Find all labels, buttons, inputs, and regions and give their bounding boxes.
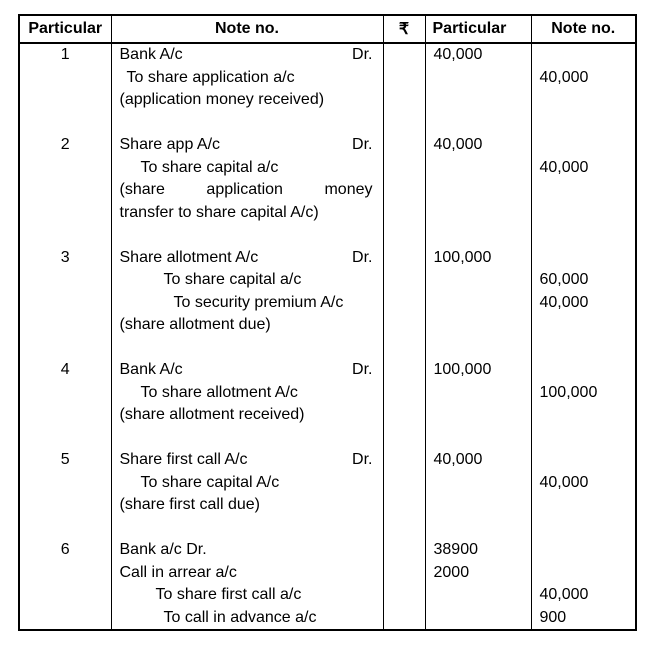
debit-amount: 38900 (425, 539, 531, 562)
journal-line (19, 562, 636, 585)
account-text: To share capital a/c (140, 158, 279, 176)
description-cell (111, 134, 383, 157)
description-cell (111, 517, 383, 540)
account-text: To share first call a/c (155, 586, 302, 603)
spacer-row (19, 112, 636, 135)
debit-amount (425, 89, 531, 112)
rupee-cell (383, 314, 425, 337)
header-particular-left: Particular (19, 15, 111, 43)
entry-serial: 2 (60, 136, 70, 153)
credit-amount (531, 539, 636, 562)
spacer-row (19, 337, 636, 360)
description-cell (111, 449, 383, 472)
entry-serial-cell (19, 427, 111, 450)
account-text: To share application a/c (126, 68, 295, 86)
credit-amount (531, 112, 636, 135)
journal-line (19, 247, 636, 270)
rupee-cell (383, 404, 425, 427)
entry-serial-cell (19, 202, 111, 225)
table-header (19, 15, 636, 43)
credit-amount: 40,000 (531, 472, 636, 495)
account-text: (share allotment due) (119, 316, 271, 333)
entry-serial-cell (19, 449, 111, 472)
description-cell (111, 539, 383, 562)
debit-amount (425, 517, 531, 540)
journal-line (19, 494, 636, 517)
debit-amount (425, 382, 531, 405)
debit-amount: 100,000 (425, 359, 531, 382)
credit-amount: 40,000 (531, 157, 636, 180)
entry-serial-cell (19, 404, 111, 427)
credit-amount: 40,000 (531, 67, 636, 90)
account-text: Bank a/c Dr. (119, 541, 207, 558)
credit-amount (531, 449, 636, 472)
journal-line (19, 607, 636, 631)
account-line (112, 44, 383, 67)
debit-amount: 40,000 (425, 43, 531, 67)
credit-amount: 60,000 (531, 269, 636, 292)
entry-serial-cell (19, 607, 111, 631)
rupee-cell (383, 134, 425, 157)
debit-amount (425, 584, 531, 607)
entry-serial-cell (19, 359, 111, 382)
credit-amount (531, 337, 636, 360)
journal-line (19, 157, 636, 180)
journal-line (19, 314, 636, 337)
entry-serial-cell (19, 179, 111, 202)
credit-amount (531, 89, 636, 112)
entry-serial-cell (19, 292, 111, 315)
entry-serial-cell (19, 314, 111, 337)
description-cell (111, 89, 383, 112)
header-note-no-left: Note no. (111, 15, 383, 43)
entry-serial: 3 (60, 248, 70, 266)
description-cell (111, 562, 383, 585)
journal-line (19, 43, 636, 67)
dr-label: Dr. (352, 248, 373, 266)
description-cell (111, 359, 383, 382)
entry-serial-cell (19, 562, 111, 585)
journal-line (19, 584, 636, 607)
account-text: To share capital A/c (140, 473, 280, 491)
rupee-cell (383, 427, 425, 450)
debit-amount (425, 269, 531, 292)
rupee-cell (383, 382, 425, 405)
credit-amount (531, 404, 636, 427)
journal-line (19, 539, 636, 562)
debit-amount (425, 404, 531, 427)
credit-amount (531, 43, 636, 67)
credit-amount: 100,000 (531, 382, 636, 405)
rupee-cell (383, 359, 425, 382)
credit-amount (531, 224, 636, 247)
entry-serial-cell (19, 112, 111, 135)
description-cell (111, 202, 383, 225)
entry-serial-cell (19, 337, 111, 360)
rupee-cell (383, 584, 425, 607)
credit-amount (531, 494, 636, 517)
rupee-cell (383, 292, 425, 315)
debit-amount (425, 202, 531, 225)
entry-serial-cell (19, 269, 111, 292)
header-particular-right: Particular (425, 15, 531, 43)
account-text: (application money received) (119, 91, 325, 108)
journal-line (19, 89, 636, 112)
description-cell (111, 472, 383, 495)
description-cell (111, 269, 383, 292)
description-cell (111, 584, 383, 607)
journal-table (18, 14, 637, 631)
account-text: To security premium A/c (173, 293, 344, 311)
spacer-row (19, 517, 636, 540)
entry-serial-cell (19, 67, 111, 90)
debit-amount (425, 427, 531, 450)
debit-amount (425, 112, 531, 135)
description-cell (111, 112, 383, 135)
account-text: transfer to share capital A/c) (119, 203, 319, 221)
journal-line (19, 269, 636, 292)
description-cell (111, 43, 383, 67)
rupee-cell (383, 539, 425, 562)
journal-body (19, 43, 636, 630)
rupee-cell (383, 449, 425, 472)
account-text: To share allotment A/c (140, 383, 298, 401)
description-cell (111, 382, 383, 405)
credit-amount (531, 179, 636, 202)
header-rupee-symbol: ₹ (383, 15, 425, 43)
journal-line (19, 179, 636, 202)
debit-amount (425, 494, 531, 517)
entry-serial: 6 (60, 541, 70, 558)
account-line (112, 359, 383, 382)
account-text: Share allotment A/c (119, 248, 259, 266)
credit-amount (531, 562, 636, 585)
journal-line (19, 134, 636, 157)
dr-label: Dr. (352, 46, 373, 63)
description-cell (111, 427, 383, 450)
entry-serial-cell (19, 157, 111, 180)
debit-amount (425, 179, 531, 202)
entry-serial-cell (19, 584, 111, 607)
rupee-cell (383, 517, 425, 540)
entry-serial: 4 (60, 361, 70, 378)
dr-label: Dr. (352, 451, 373, 468)
debit-amount (425, 292, 531, 315)
rupee-cell (383, 112, 425, 135)
debit-amount: 40,000 (425, 449, 531, 472)
credit-amount (531, 359, 636, 382)
debit-amount (425, 157, 531, 180)
credit-amount (531, 427, 636, 450)
account-line (112, 134, 383, 157)
rupee-cell (383, 247, 425, 270)
entry-serial: 5 (60, 451, 70, 468)
debit-amount (425, 337, 531, 360)
rupee-cell (383, 337, 425, 360)
description-cell (111, 292, 383, 315)
spacer-row (19, 224, 636, 247)
rupee-cell (383, 494, 425, 517)
debit-amount: 40,000 (425, 134, 531, 157)
debit-amount (425, 607, 531, 631)
description-cell (111, 224, 383, 247)
rupee-cell (383, 89, 425, 112)
rupee-cell (383, 67, 425, 90)
description-cell (111, 404, 383, 427)
rupee-cell (383, 269, 425, 292)
dr-label: Dr. (352, 136, 373, 153)
account-text: To share capital a/c (163, 271, 302, 288)
entry-serial-cell (19, 247, 111, 270)
credit-amount: 40,000 (531, 584, 636, 607)
description-cell (111, 67, 383, 90)
rupee-cell (383, 202, 425, 225)
entry-serial-cell (19, 472, 111, 495)
journal-line (19, 472, 636, 495)
debit-amount (425, 472, 531, 495)
account-text: Call in arrear a/c (119, 563, 237, 581)
account-text: (share allotment received) (119, 406, 305, 423)
journal-line (19, 67, 636, 90)
account-text: (share first call due) (119, 496, 260, 513)
account-text: Share first call A/c (119, 451, 248, 468)
debit-amount: 2000 (425, 562, 531, 585)
journal-line (19, 202, 636, 225)
account-line (112, 449, 383, 472)
entry-serial-cell (19, 43, 111, 67)
description-cell (111, 337, 383, 360)
entry-serial-cell (19, 134, 111, 157)
journal-line (19, 292, 636, 315)
entry-serial-cell (19, 224, 111, 247)
description-cell (111, 179, 383, 202)
credit-amount (531, 247, 636, 270)
entry-serial-cell (19, 494, 111, 517)
description-cell (111, 157, 383, 180)
entry-serial-cell (19, 539, 111, 562)
entry-serial-cell (19, 517, 111, 540)
credit-amount (531, 202, 636, 225)
credit-amount: 40,000 (531, 292, 636, 315)
account-text: Bank A/c (119, 361, 183, 378)
journal-line (19, 382, 636, 405)
debit-amount (425, 224, 531, 247)
rupee-cell (383, 43, 425, 67)
journal-line (19, 359, 636, 382)
rupee-cell (383, 562, 425, 585)
debit-amount: 100,000 (425, 247, 531, 270)
header-row (19, 15, 636, 43)
account-text: (share application money (119, 181, 373, 198)
rupee-cell (383, 157, 425, 180)
dr-label: Dr. (352, 361, 373, 378)
description-cell (111, 247, 383, 270)
credit-amount (531, 134, 636, 157)
rupee-cell (383, 607, 425, 631)
entry-serial-cell (19, 89, 111, 112)
header-note-no-right: Note no. (531, 15, 636, 43)
description-cell (111, 607, 383, 631)
credit-amount: 900 (531, 607, 636, 631)
journal-line (19, 404, 636, 427)
account-text: Share app A/c (119, 136, 221, 153)
rupee-cell (383, 179, 425, 202)
journal-line (19, 449, 636, 472)
account-line (112, 247, 383, 270)
debit-amount (425, 67, 531, 90)
spacer-row (19, 427, 636, 450)
account-text: Bank A/c (119, 46, 183, 63)
account-text: To call in advance a/c (163, 608, 317, 626)
credit-amount (531, 517, 636, 540)
entry-serial: 1 (60, 46, 70, 63)
entry-serial-cell (19, 382, 111, 405)
rupee-cell (383, 472, 425, 495)
rupee-cell (383, 224, 425, 247)
description-cell (111, 494, 383, 517)
debit-amount (425, 314, 531, 337)
credit-amount (531, 314, 636, 337)
description-cell (111, 314, 383, 337)
